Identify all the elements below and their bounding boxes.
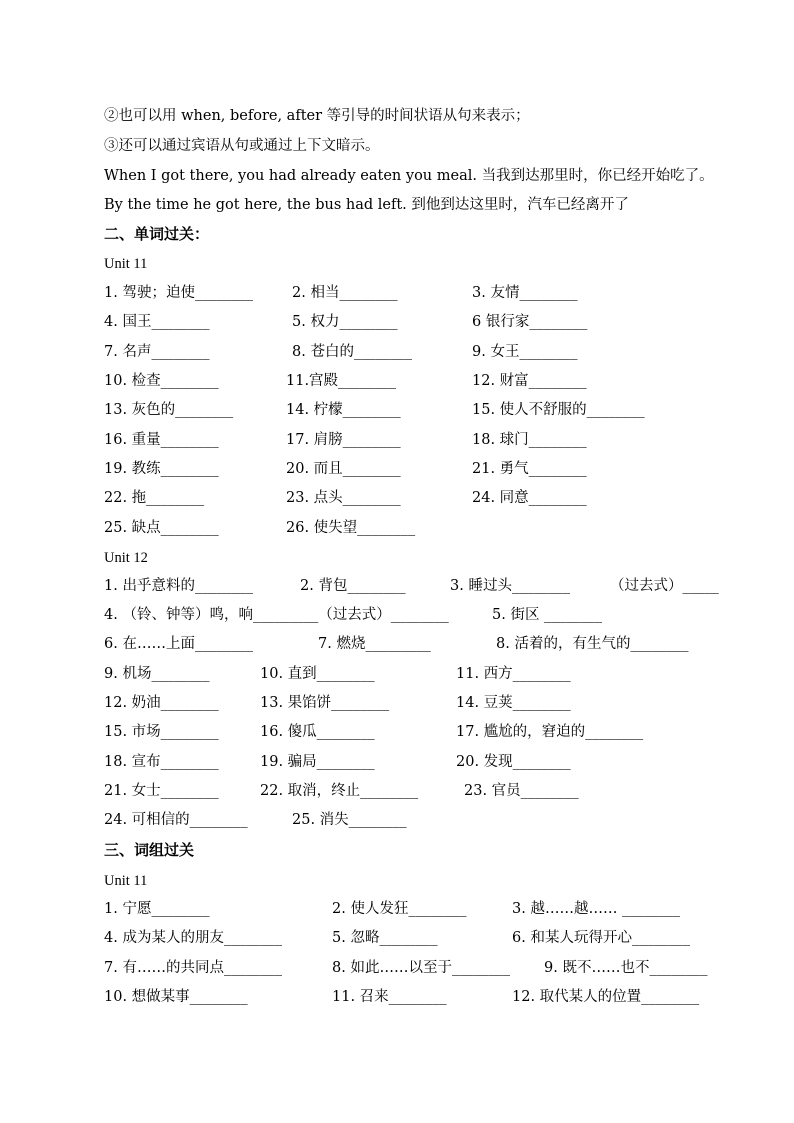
list-item: 5. 街区 ________ [492,607,603,623]
list-item: 17. 肩膀________ [286,432,401,448]
intro-example-1: When I got there, you had already eaten you meal. 当我到达那里时，你已经开始吃了。 [104,168,714,184]
list-item: 12. 奶油________ [104,695,219,711]
list-item: 8. 苍白的________ [292,344,412,360]
list-item: 7. 有……的共同点________ [104,960,282,976]
list-item: 7. 燃烧_________ [318,636,431,652]
list-item: 24. 同意________ [472,490,587,506]
list-item: 10. 直到________ [260,666,375,682]
list-item: 16. 重量________ [104,432,219,448]
list-item: 25. 消失________ [292,812,407,828]
list-item: 11.宫殿________ [286,373,397,389]
list-item: 9. 既不……也不________ [544,960,708,976]
list-item: 19. 骗局________ [260,754,375,770]
list-item: 6 银行家________ [472,314,588,330]
list-item: 3. 越……越…… ________ [512,901,681,917]
list-item: 13. 灰色的________ [104,402,234,418]
list-item: 8. 如此……以至于________ [332,960,510,976]
list-item: 11. 西方________ [456,666,571,682]
intro-line-2: ③还可以通过宾语从句或通过上下文暗示。 [104,138,380,154]
list-item: 23. 官员________ [464,783,579,799]
list-item: 3. 睡过头________ [450,578,570,594]
list-item: 24. 可相信的________ [104,812,248,828]
list-item: 5. 忽略________ [332,930,438,946]
list-item: 15. 使人不舒服的________ [472,402,645,418]
intro-example-2: By the time he got here, the bus had left. 到他到达这里时，汽车已经离开了 [104,197,629,213]
intro-line-1: ②也可以用 when, before, after 等引导的时间状语从句来表示； [104,108,530,124]
section-2-unit11-label: Unit 11 [104,256,148,272]
list-item: 21. 勇气________ [472,461,587,477]
list-item: 18. 宣布________ [104,754,219,770]
list-item: 9. 女王________ [472,344,578,360]
list-item: 1. 驾驶；迫使________ [104,285,253,301]
list-item: 4. （铃、钟等）鸣，响_________（过去式）________ [104,607,449,623]
list-item: 6. 和某人玩得开心________ [512,930,690,946]
list-item: 22. 拖________ [104,490,205,506]
list-item: 6. 在……上面________ [104,636,253,652]
list-item: 2. 相当________ [292,285,398,301]
list-item: 12. 财富________ [472,373,587,389]
list-item: 2. 背包________ [300,578,406,594]
list-item: 25. 缺点________ [104,520,219,536]
section-3-title: 三、词组过关 [104,841,195,859]
list-item: 20. 发现________ [456,754,571,770]
list-item: 13. 果馅饼________ [260,695,390,711]
list-item: 15. 市场________ [104,724,219,740]
list-item: 26. 使失望________ [286,520,416,536]
list-item: 5. 权力________ [292,314,398,330]
list-item: 17. 尴尬的，窘迫的________ [456,724,644,740]
list-item: 21. 女士________ [104,783,219,799]
list-item: 7. 名声________ [104,344,210,360]
list-item: 22. 取消，终止________ [260,783,419,799]
list-item: 10. 检查________ [104,373,219,389]
list-item: 23. 点头________ [286,490,401,506]
list-item: 4. 成为某人的朋友________ [104,930,282,946]
list-item: 18. 球门________ [472,432,587,448]
list-item: 1. 宁愿________ [104,901,210,917]
list-item: 20. 而且________ [286,461,401,477]
list-item: 3. 友情________ [472,285,578,301]
section-2-unit12-label: Unit 12 [104,550,148,566]
list-item: 16. 傻瓜________ [260,724,375,740]
list-item: 14. 柠檬________ [286,402,401,418]
list-item: 11. 召来________ [332,989,447,1005]
list-item: 12. 取代某人的位置________ [512,989,700,1005]
list-item: 14. 豆荚________ [456,695,571,711]
list-item: 4. 国王________ [104,314,210,330]
list-item: 9. 机场________ [104,666,210,682]
list-item: 8. 活着的，有生气的________ [496,636,689,652]
list-item: 10. 想做某事________ [104,989,248,1005]
list-item: 1. 出乎意料的________ [104,578,253,594]
list-item: 2. 使人发狂________ [332,901,467,917]
list-item: 19. 教练________ [104,461,219,477]
section-2-title: 二、单词过关： [104,225,210,243]
list-item: （过去式）_____ [610,578,719,594]
section-3-unit11-label: Unit 11 [104,873,148,889]
